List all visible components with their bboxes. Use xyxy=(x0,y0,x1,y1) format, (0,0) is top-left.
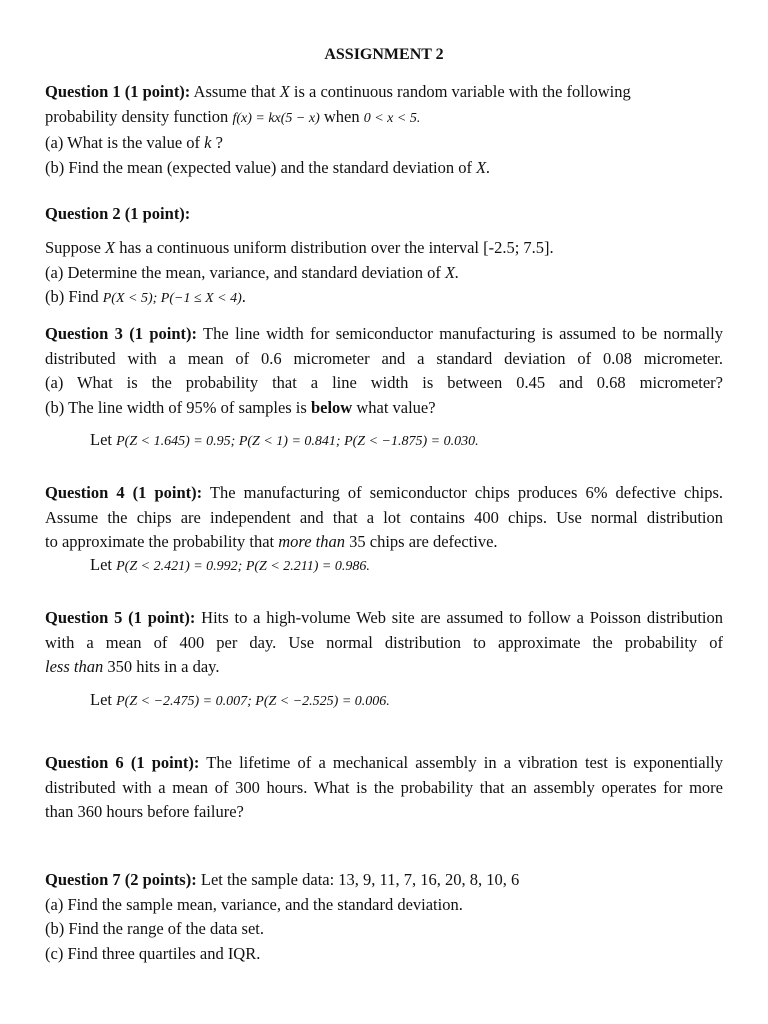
page-title: ASSIGNMENT 2 xyxy=(324,46,444,63)
probability-formula: P(X < 5); P(−1 ≤ X < 4) xyxy=(102,291,242,306)
question-2-part-a: (a) Determine the mean, variance, and standard deviation of X. xyxy=(45,262,460,282)
question-3: Question 3 (1 point): The line width for semiconductor manufacturing is assumed to be normally distributed with a mean of 0.6 micrometer and a standard deviation of 0.08 micrometer. (a) What is the probability that a line width is between 0.45 and 0.68 micrometer? (b) The line width of 95% of samples is below what value? xyxy=(45,322,723,420)
question-5-label: Question 5 (1 point): xyxy=(45,608,196,627)
question-3-label: Question 3 (1 point): xyxy=(45,324,197,343)
question-2-body: Suppose X has a continuous uniform distribution over the interval [-2.5; 7.5]. (a) Determine the mean, variance, and standard deviation of X. (b) Find P(X < 5); P(−1 ≤ X < 4). xyxy=(45,236,723,312)
question-2-part-b: (b) Find P(X < 5); P(−1 ≤ X < 4). xyxy=(45,287,246,306)
question-2 xyxy=(45,202,723,227)
question-1-part-a: (a) What is the value of k ? xyxy=(45,133,223,152)
z-table-values: P(Z < 1.645) = 0.95; P(Z < 1) = 0.841; P(Z < −1.875) = 0.030. xyxy=(116,434,479,449)
question-6-label: Question 6 (1 point): xyxy=(45,753,200,772)
question-4: Question 4 (1 point): The manufacturing of semiconductor chips produces 6% defective chips. Assume the chips are independent and that a lot contains 400 chips. Use normal distribution to approximate the probability that more than 35 chips are defective. xyxy=(45,483,723,551)
sample-data: Let the sample data: 13, 9, 11, 7, 16, 20, 8, 10, 6 xyxy=(196,870,520,889)
question-5: Question 5 (1 point): Hits to a high-volume Web site are assumed to follow a Poisson distribution with a mean of 400 per day. Use normal distribution to approximate the probability of less than 350 hits in a day. xyxy=(45,608,723,676)
question-1-label: Question 1 (1 point): xyxy=(45,82,191,101)
domain-formula: 0 < x < 5. xyxy=(363,110,421,126)
question-4-hint: Let P(Z < 2.421) = 0.992; P(Z < 2.211) = 0.986. xyxy=(90,555,370,574)
z-table-values: P(Z < −2.475) = 0.007; P(Z < −2.525) = 0.006. xyxy=(116,694,390,709)
question-7 xyxy=(45,868,723,966)
question-5-hint: Let P(Z < −2.475) = 0.007; P(Z < −2.525) = 0.006. xyxy=(90,690,390,709)
question-3-hint: Let P(Z < 1.645) = 0.95; P(Z < 1) = 0.841; P(Z < −1.875) = 0.030. xyxy=(90,430,479,449)
question-3-part-b: (b) The line width of 95% of samples is below what value? xyxy=(45,397,436,417)
question-7-part-a: (a) Find the sample mean, variance, and the standard deviation. xyxy=(45,894,463,914)
z-table-values: P(Z < 2.421) = 0.992; P(Z < 2.211) = 0.986. xyxy=(116,559,370,574)
question-1-part-b: (b) Find the mean (expected value) and the standard deviation of X. xyxy=(45,157,491,177)
question-7-label: Question 7 (2 points): xyxy=(45,870,197,889)
question-1: Question 1 (1 point): Assume that X is a continuous random variable with the following probability density function f(x) = kx(5 − x) when 0 < x < 5. (a) What is the value of k ? (b) Find the mean (expected value) and the standard deviation of X. xyxy=(45,80,723,180)
question-4-label: Question 4 (1 point): xyxy=(45,483,203,502)
question-6: Question 6 (1 point): The lifetime of a mechanical assembly in a vibration test is exponentially distributed with a mean of 300 hours. What is the probability that an assembly operates for more than 360 hours before failure? xyxy=(45,753,723,821)
question-7-part-c: (c) Find three quartiles and IQR. xyxy=(45,943,261,963)
question-2-label: Question 2 (1 point): xyxy=(45,204,191,223)
question-3-part-a: (a) What is the probability that a line width is between 0.45 and 0.68 micrometer? xyxy=(45,373,723,392)
question-7-part-b: (b) Find the range of the data set. xyxy=(45,919,265,938)
pdf-formula: f(x) = kx(5 − x) xyxy=(232,110,320,126)
